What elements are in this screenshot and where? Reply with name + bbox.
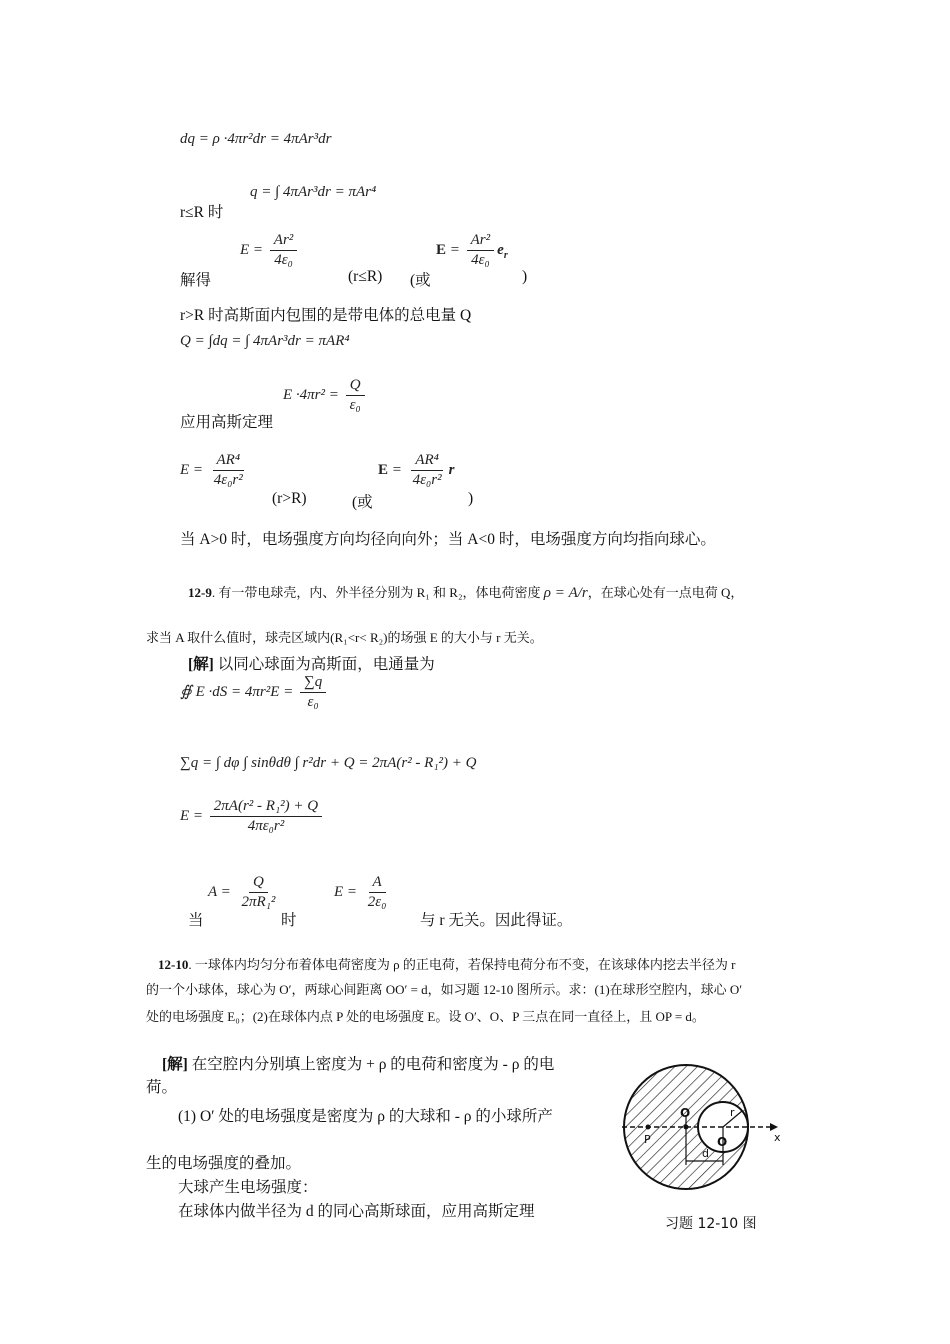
q-integral-equation: q = ∫ 4πAr³dr = πAr⁴ bbox=[250, 184, 377, 200]
solve-label: 解得 bbox=[180, 272, 212, 289]
solution-12-9-intro: [解] 以同心球面为高斯面，电通量为 bbox=[188, 656, 435, 673]
range-outer: (r>R) bbox=[272, 490, 307, 507]
gauss-sphere-sentence: 在球体内做半径为 d 的同心高斯球面，应用高斯定理 bbox=[178, 1203, 535, 1220]
dq-equation: dq = ρ ·4πr²dr = 4πAr³dr bbox=[180, 131, 332, 147]
E-constant-equation: E = $\frac{A}{\text{2ε₀}}$ bbox=[334, 874, 387, 911]
direction-sentence: 当 A>0 时，电场强度方向均径向向外；当 A<0 时，电场强度方向均指向球心。 bbox=[180, 531, 716, 548]
label-d: d bbox=[702, 1147, 709, 1160]
when-label: 当 bbox=[188, 912, 204, 929]
big-ball-label: 大球产生电场强度： bbox=[178, 1179, 318, 1196]
problem-12-10-line2: 的一个小球体，球心为 O′，两球心间距离 OO′ = d，如习题 12-10 图所示。求：(1)在球形空腔内，球心 O′ bbox=[146, 982, 743, 997]
or-label-1: (或 bbox=[410, 272, 431, 289]
hatched-sphere-diagram bbox=[618, 1055, 788, 1205]
problem-12-9-line2: 求当 A 取什么值时，球壳区域内(R₁<r< R₂)的场强 E 的大小与 r 无关。 bbox=[146, 630, 543, 645]
figure-12-10 bbox=[618, 1055, 788, 1205]
label-x: x bbox=[774, 1131, 781, 1144]
solution-12-10-intro-cont: 荷。 bbox=[146, 1079, 178, 1096]
A-condition-equation: A = $\frac{Q}{\text{2πR₁²}}$ bbox=[208, 874, 276, 911]
gauss-equation: E ·4πr² = $\frac{Q}{\text{ε₀}}$ bbox=[283, 377, 368, 415]
r-le-R-label: r≤R 时 bbox=[180, 204, 224, 221]
point-P-dot bbox=[646, 1125, 651, 1130]
apply-gauss-label: 应用高斯定理 bbox=[180, 414, 274, 431]
sum-q-equation: ∑q = ∫ dφ ∫ sinθdθ ∫ r²dr + Q = 2πA(r² - R₁²) + Q bbox=[180, 755, 477, 771]
label-O-prime: O bbox=[717, 1135, 728, 1149]
part-1-text-cont: 生的电场强度的叠加。 bbox=[146, 1155, 302, 1172]
independence-conclusion: 与 r 无关。因此得证。 bbox=[420, 912, 573, 929]
center-O-dot bbox=[684, 1125, 689, 1130]
r-gt-R-sentence: r>R 时高斯面内包围的是带电体的总电量 Q bbox=[180, 307, 472, 324]
figure-caption: 习题 12-10 图 bbox=[665, 1216, 757, 1232]
label-O: O bbox=[680, 1106, 691, 1120]
E-inner-equation: E = $\frac{\text{Ar²}}{\text{4ε₀}}$ bbox=[240, 232, 300, 270]
problem-12-10-line3: 处的电场强度 E₀；(2)在球体内点 P 处的电场强度 E。设 O′、O、P 三点在同一直径上，且 OP = d。 bbox=[146, 1009, 705, 1024]
E-inner-vector-equation: E = $\frac{\text{Ar²}}{\text{4ε₀}}$ $e_r$ bbox=[436, 232, 508, 269]
E-outer-vector-equation: E = $\frac{\text{AR⁴}}{\text{4ε₀r²}}$ r bbox=[378, 452, 455, 489]
Q-integral-equation: Q = ∫dq = ∫ 4πAr³dr = πAR⁴ bbox=[180, 333, 350, 349]
E-outer-equation: E = $\frac{\text{AR⁴}}{\text{4ε₀r²}}$ bbox=[180, 452, 243, 489]
E-inner-denominator: 4ε₀ bbox=[274, 252, 293, 269]
solution-12-10-intro: [解] 在空腔内分别填上密度为 + ρ 的电荷和密度为 - ρ 的电 bbox=[162, 1056, 555, 1073]
E-inner-numerator: Ar² bbox=[270, 232, 298, 251]
label-P: P bbox=[644, 1133, 651, 1146]
problem-12-10-line1: 12-10. 一球体内均匀分布着体电荷密度为 ρ 的正电荷，若保持电荷分布不变，在该球体内挖去半径为 r bbox=[158, 957, 736, 972]
flux-equation: ∯ E ·dS = 4πr²E = $\frac{\sum q}{\text{ε₀}}$ bbox=[180, 674, 329, 712]
problem-12-9-line1: 12-9. 有一带电球壳，内、外半径分别为 R₁ 和 R₂，体电荷密度 ρ = A/r，在球心处有一点电荷 Q， bbox=[188, 585, 744, 601]
label-r: r bbox=[730, 1106, 735, 1119]
E-shell-equation: E = $\frac{\text{2πA(r² - R₁²) + Q}}{\text{4πε₀r²}}$ bbox=[180, 798, 325, 836]
part-1-text: (1) O′ 处的电场强度是密度为 ρ 的大球和 - ρ 的小球所产 bbox=[178, 1108, 553, 1125]
time-label: 时 bbox=[281, 912, 297, 929]
or-label-2: (或 bbox=[352, 494, 373, 511]
x-axis-arrow bbox=[770, 1123, 778, 1131]
close-paren-2: ) bbox=[468, 490, 474, 507]
range-inner: (r≤R) bbox=[348, 268, 383, 285]
close-paren-1: ) bbox=[522, 268, 528, 285]
